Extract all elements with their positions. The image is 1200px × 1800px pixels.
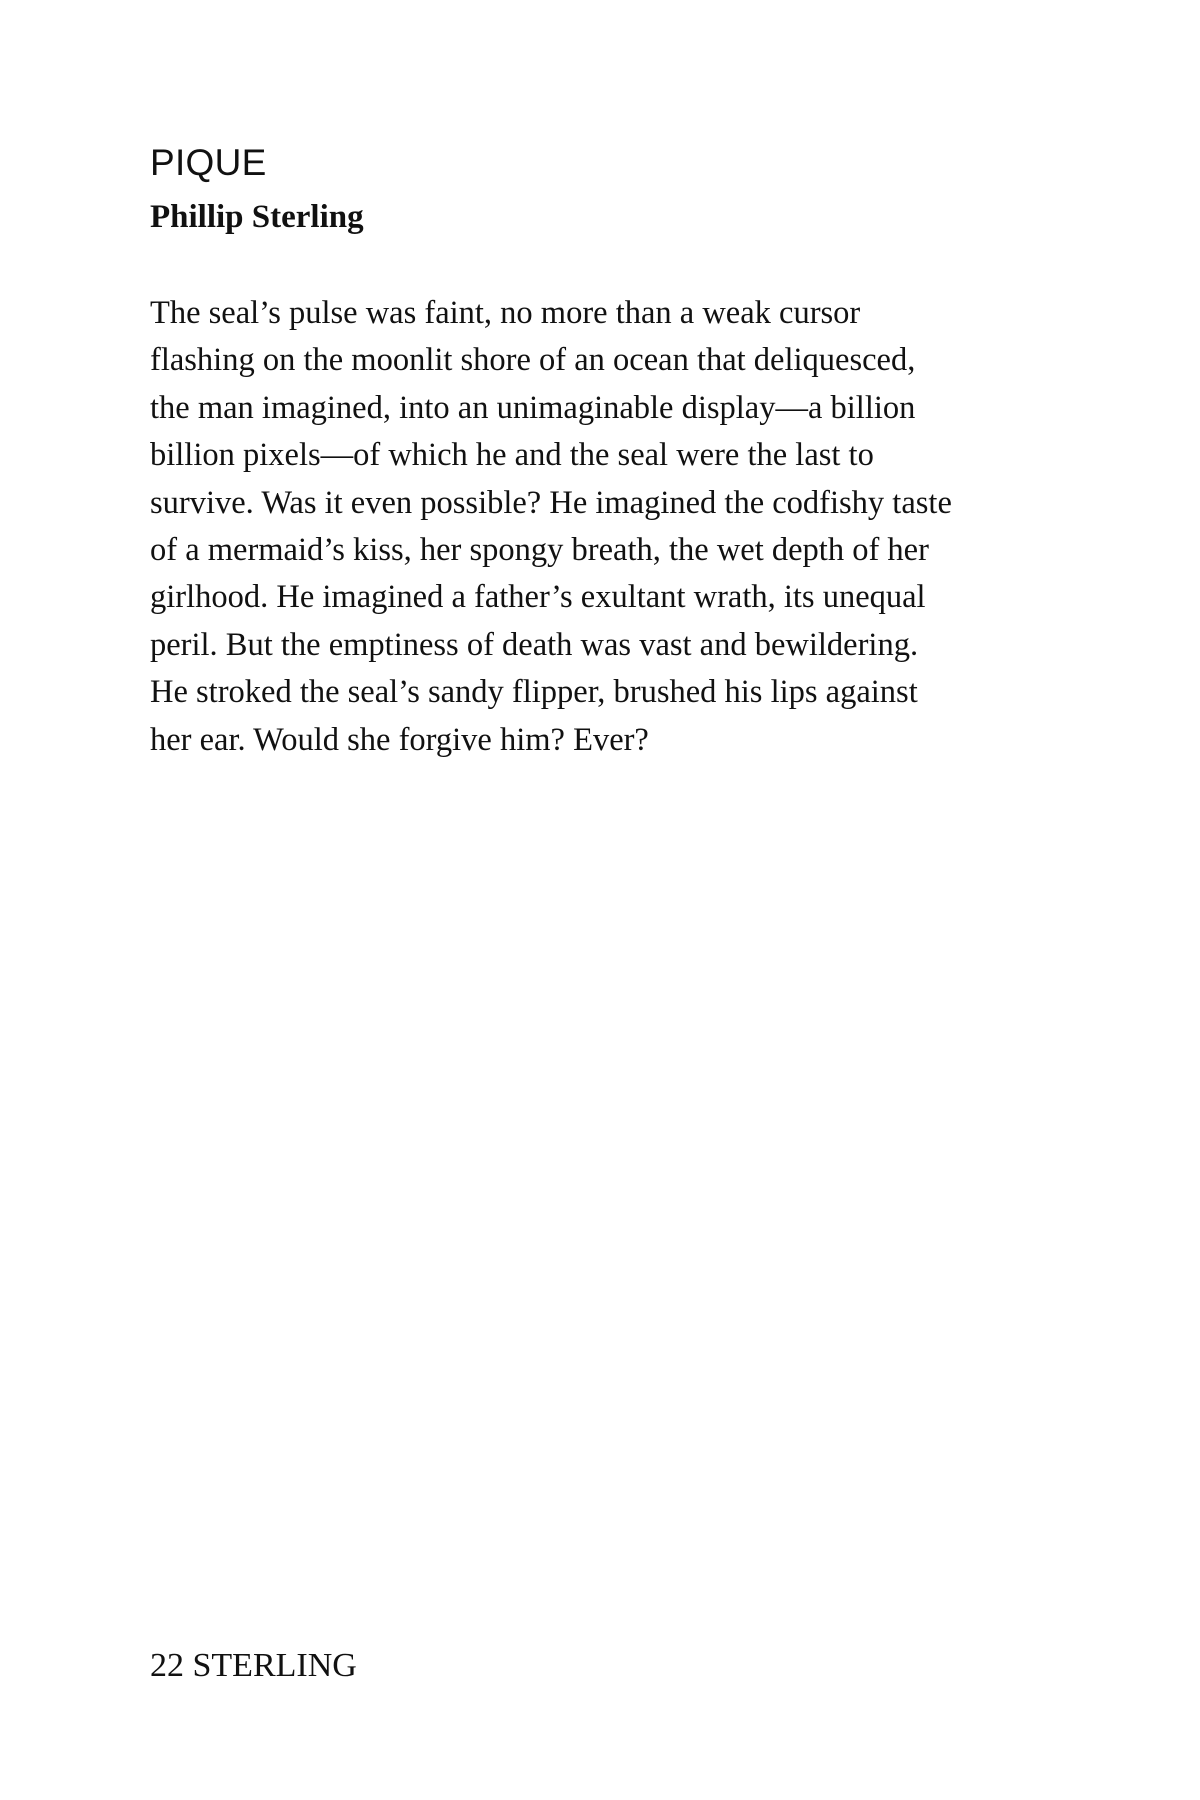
story-line: billion pixels—of which he and the seal were the last to <box>150 437 874 474</box>
story-line: He stroked the seal’s sandy flipper, brushed his lips against <box>150 674 918 711</box>
story-line: peril. But the emptiness of death was vast and bewildering. <box>150 626 919 663</box>
story-line: the man imagined, into an unimaginable display—a billion <box>150 389 916 426</box>
story-line: girlhood. He imagined a father’s exultant wrath, its unequal <box>150 579 926 616</box>
story-body <box>150 290 952 764</box>
page-footer: 22 STERLING <box>150 1647 357 1684</box>
story-author: Phillip Sterling <box>150 199 364 235</box>
story-title: PIQUE <box>150 142 267 183</box>
story-line: survive. Was it even possible? He imagined the codfishy taste <box>150 484 952 521</box>
story-line: her ear. Would she forgive him? Ever? <box>150 721 649 758</box>
story-line: of a mermaid’s kiss, her spongy breath, the wet depth of her <box>150 532 929 569</box>
story-line: flashing on the moonlit shore of an ocean that deliquesced, <box>150 342 916 379</box>
story-line: The seal’s pulse was faint, no more than a weak cursor <box>150 295 861 331</box>
